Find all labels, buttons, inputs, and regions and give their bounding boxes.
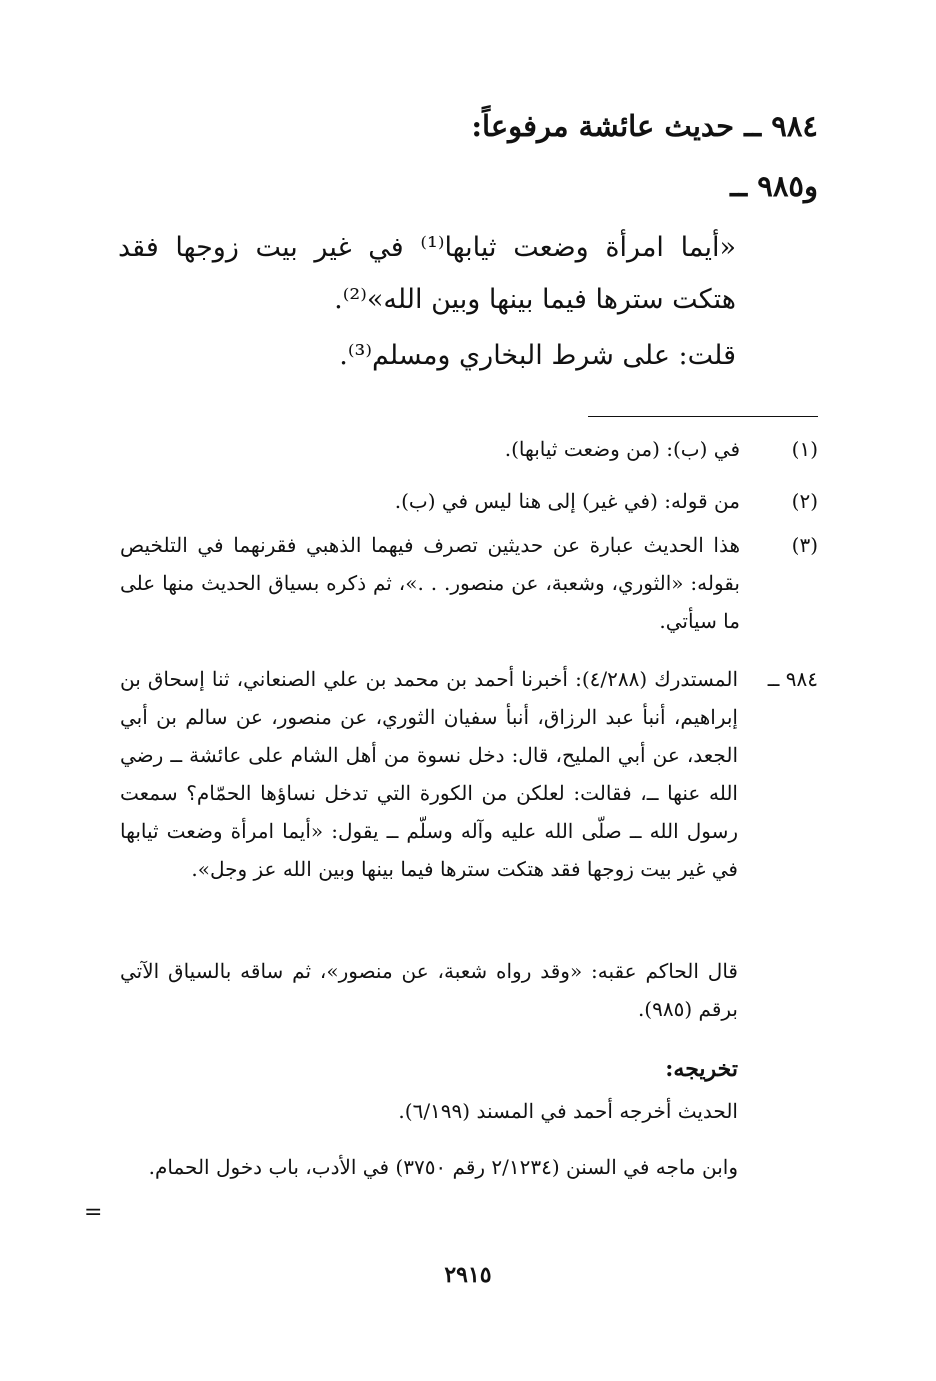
footnote-number: (٣) xyxy=(791,533,818,557)
takhrij-heading: تخريجه: xyxy=(665,1056,738,1082)
page-number: ٢٩١٥ xyxy=(444,1262,492,1288)
footnote-text: هذا الحديث عبارة عن حديثين تصرف فيهما الذهبي فقرنهما في التلخيص بقوله: «الثوري، وشعبة، عن منصور. . .»، ثم ذكره بسياق الحديث منها على ما سيأتي. xyxy=(120,533,740,633)
commentary-paragraph: قال الحاكم عقبه: «وقد رواه شعبة، عن منصور»، ثم ساقه بالسياق الآتي برقم (٩٨٥). xyxy=(120,959,738,1021)
commentary-number: ٩٨٤ ــ xyxy=(767,667,818,691)
footnote-text: في (ب): (من وضعت ثيابها). xyxy=(504,437,740,461)
footnote-text: من قوله: (في غير) إلى هنا ليس في (ب). xyxy=(394,489,740,513)
hadith-heading: ٩٨٤ ــ حديث عائشة مرفوعاً: xyxy=(471,109,818,143)
hadith-text: «أيما امرأة وضعت ثيابها⁽¹⁾ في غير بيت زوجها فقد هتكت سترها فيما بينها وبين الله»⁽²⁾. xyxy=(118,232,736,315)
footnote-divider xyxy=(588,416,818,417)
footnote-number: (٢) xyxy=(791,489,818,513)
author-remark: قلت: على شرط البخاري ومسلم⁽³⁾. xyxy=(339,340,736,371)
commentary-paragraph: وابن ماجه في السنن (٢/١٢٣٤ رقم ٣٧٥٠) في الأدب، باب دخول الحمام. xyxy=(148,1155,738,1179)
footnote-number: (١) xyxy=(791,437,818,461)
continuation-mark: = xyxy=(84,1200,103,1225)
commentary-paragraph: الحديث أخرجه أحمد في المسند (٦/١٩٩). xyxy=(398,1099,738,1123)
commentary-paragraph: المستدرك (٤/٢٨٨): أخبرنا أحمد بن محمد بن علي الصنعاني، ثنا إسحاق بن إبراهيم، أنبأ عبد الرزاق، أنبأ سفيان الثوري، عن منصور، عن سالم بن أبي الجعد، عن أبي المليح، قال: دخل نسوة من أهل الشام على عائشة ــ رضي الله عنها ــ، فقالت: لعلكن من الكورة التي تدخل نساؤها الحمّام؟ سمعت رسول الله ــ صلّى الله عليه وآله وسلّم ــ يقول: «أيما امرأة وضعت ثيابها في غير بيت زوجها فقد هتكت سترها فيما بينها وبين الله عز وجل». xyxy=(120,667,738,881)
hadith-heading-second: و٩٨٥ ــ xyxy=(730,169,818,203)
